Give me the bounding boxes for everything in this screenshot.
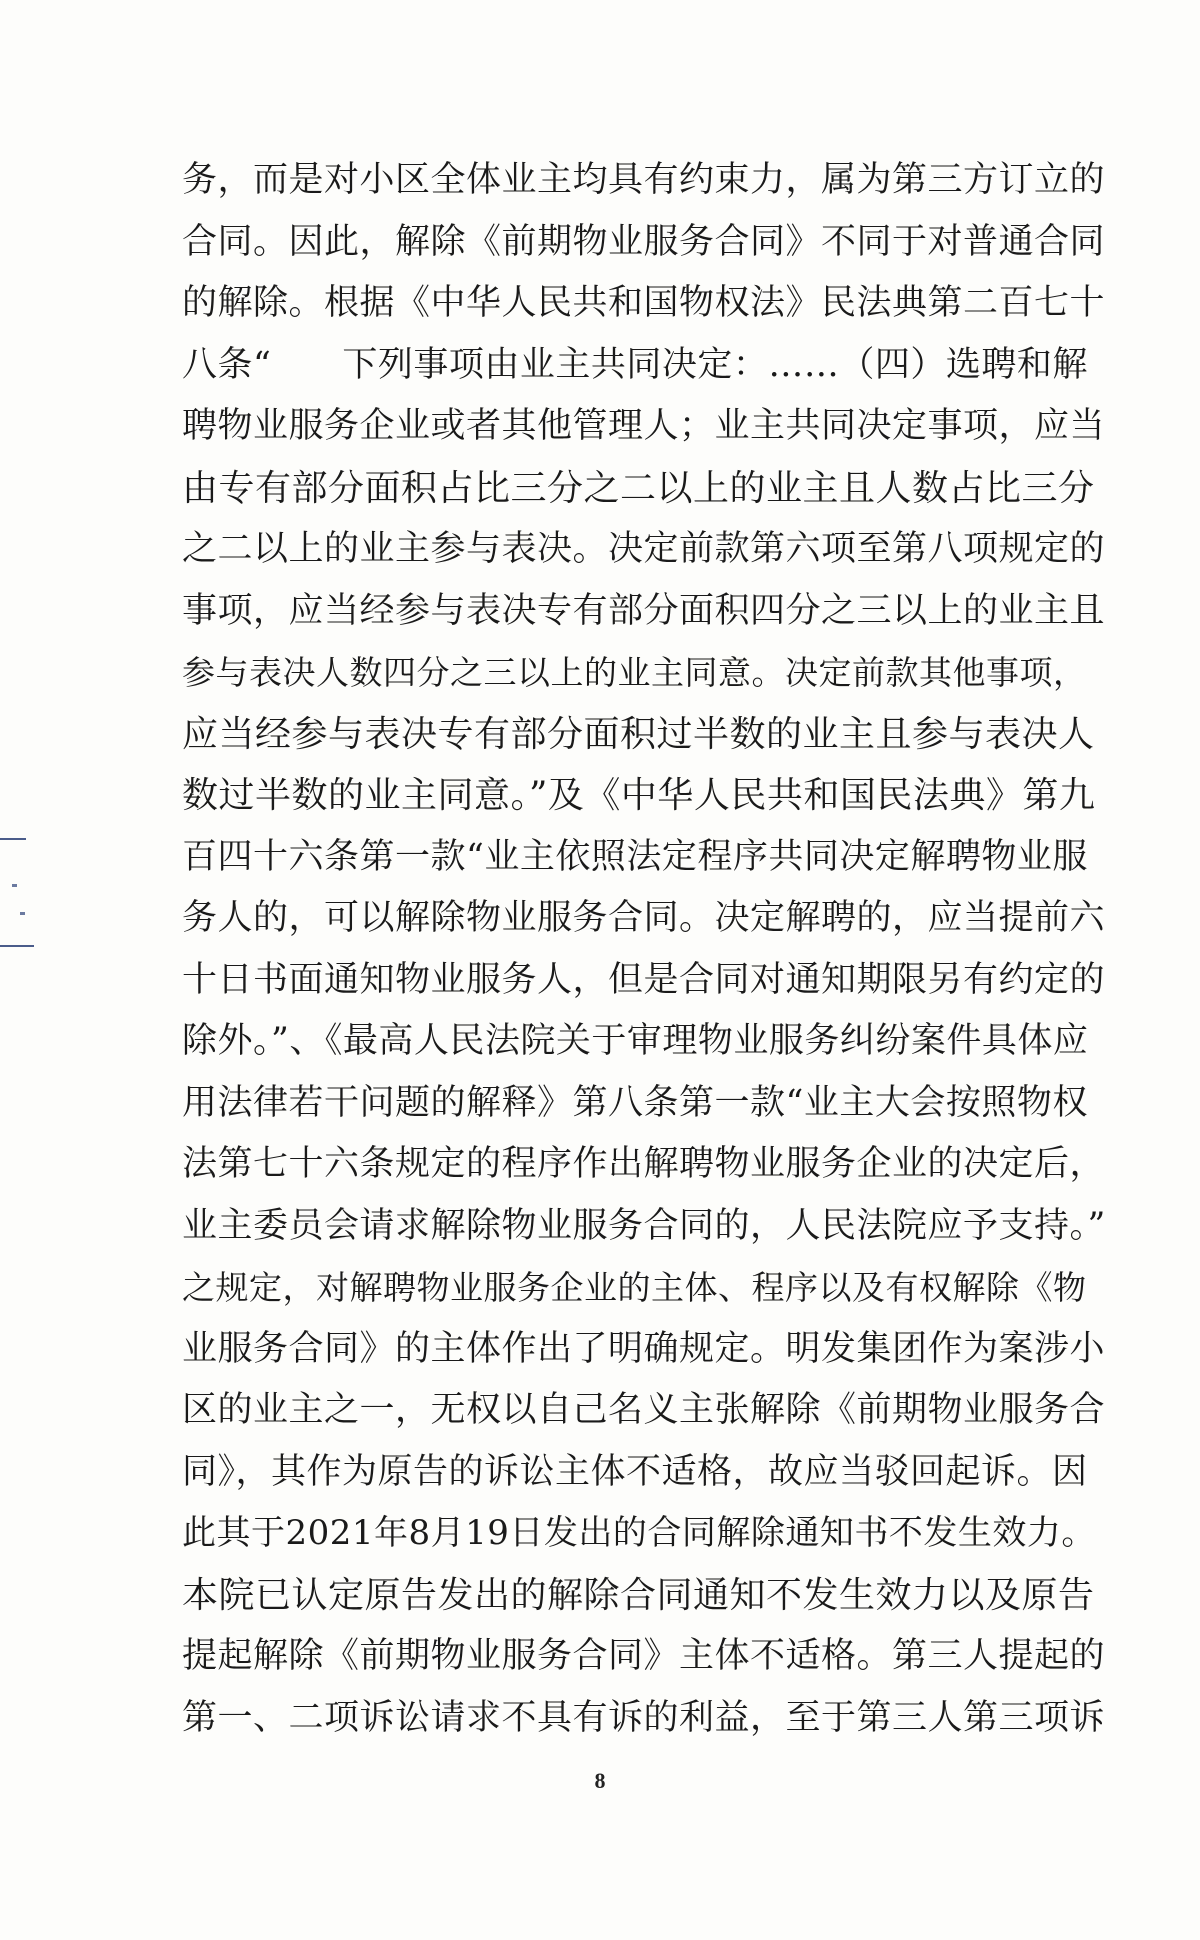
page-number: 8 <box>594 1768 606 1793</box>
text-line: 百四十六条第一款“业主依照法定程序共同决定解聘物业服 <box>182 836 1088 877</box>
text-line: 提起解除《前期物业服务合同》主体不适格。第三人提起的 <box>182 1636 1106 1676</box>
binding-dot <box>20 912 25 915</box>
text-line: 参与表决人数四分之三以上的业主同意。决定前款其他事项， <box>182 653 1087 692</box>
text-line: 此其于2021年8月19日发出的合同解除通知书不发生效力。 <box>182 1513 1096 1553</box>
binding-dot <box>12 884 17 887</box>
text-line: 事项，应当经参与表决专有部分面积四分之三以上的业主且 <box>182 590 1106 631</box>
text-line: 本院已认定原告发出的解除合同通知不发生效力以及原告 <box>182 1574 1095 1616</box>
text-line: 应当经参与表决专有部分面积过半数的业主且参与表决人 <box>182 713 1095 755</box>
text-line: 八条“ 下列事项由业主共同决定：……（四）选聘和解 <box>182 344 1088 385</box>
text-line: 业服务合同》的主体作出了明确规定。明发集团作为案涉小 <box>182 1328 1106 1369</box>
text-line: 法第七十六条规定的程序作出解聘物业服务企业的决定后， <box>182 1144 1106 1184</box>
text-line: 数过半数的业主同意。”及《中华人民共和国民法典》第九 <box>182 775 1096 816</box>
text-line: 十日书面通知物业服务人，但是合同对通知期限另有约定的 <box>182 959 1106 1000</box>
text-line: 用法律若干问题的解释》第八条第一款“业主大会按照物权 <box>182 1082 1088 1123</box>
text-line: 之二以上的业主参与表决。决定前款第六项至第八项规定的 <box>182 529 1106 569</box>
text-line: 业主委员会请求解除物业服务合同的，人民法院应予支持。” <box>182 1205 1106 1246</box>
text-line: 除外。”、《最高人民法院关于审理物业服务纠纷案件具体应 <box>182 1021 1089 1061</box>
binding-mark <box>0 945 34 947</box>
text-line: 同》，其作为原告的诉讼主体不适格，故应当驳回起诉。因 <box>182 1451 1088 1492</box>
text-line: 区的业主之一，无权以自己名义主张解除《前期物业服务合 <box>182 1390 1106 1430</box>
text-line: 由专有部分面积占比三分之二以上的业主且人数占比三分 <box>182 467 1095 509</box>
binding-mark <box>0 838 26 840</box>
text-line: 聘物业服务企业或者其他管理人；业主共同决定事项，应当 <box>182 406 1106 446</box>
text-line: 务人的，可以解除物业服务合同。决定解聘的，应当提前六 <box>182 898 1106 938</box>
text-line: 之规定，对解聘物业服务企业的主体、程序以及有权解除《物 <box>182 1268 1087 1307</box>
text-line: 务，而是对小区全体业主均具有约束力，属为第三方订立的 <box>182 160 1106 200</box>
text-line: 合同。因此，解除《前期物业服务合同》不同于对普通合同 <box>182 221 1106 262</box>
text-line: 第一、二项诉讼请求不具有诉的利益，至于第三人第三项诉 <box>182 1697 1106 1738</box>
text-line: 的解除。根据《中华人民共和国物权法》民法典第二百七十 <box>182 283 1106 323</box>
body-text <box>182 150 1112 1749</box>
